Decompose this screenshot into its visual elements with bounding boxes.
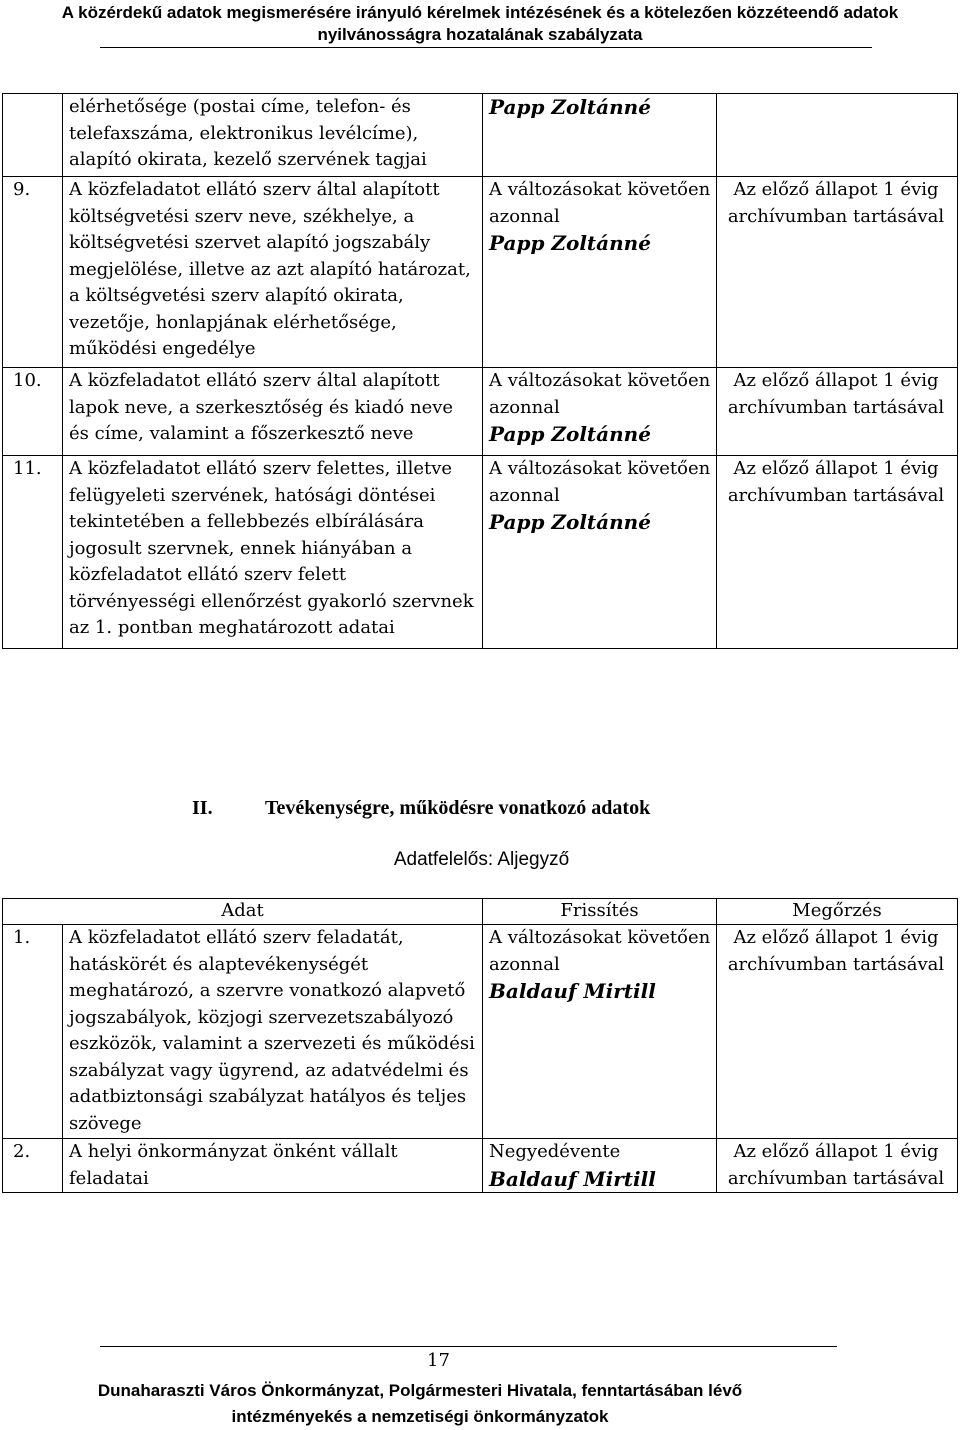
footer-rule — [100, 1346, 837, 1347]
row-retention: Az előző állapot 1 évig archívumban tartásával — [717, 925, 958, 1139]
row-text: A közfeladatot ellátó szerv által alapított költségvetési szerv neve, székhelye, a költségvetési szervet alapító jogszabály megjelölése, illetve az azt alapító határozat, a költségvetési szerv alapító okirata, vezetője, honlapjának elérhetősége, működési engedélye — [63, 177, 483, 368]
header-update: Frissítés — [483, 899, 717, 925]
data-table-2 — [2, 898, 958, 1193]
row-retention: Az előző állapot 1 évig archívumban tartásával — [717, 177, 958, 368]
row-responsible: Baldauf Mirtill — [489, 979, 656, 1003]
row-update: A változásokat követően azonnal — [489, 179, 711, 227]
row-number: 10. — [3, 368, 63, 456]
row-number — [3, 94, 63, 177]
row-retention: Az előző állapot 1 évig archívumban tartásával — [717, 456, 958, 649]
table-row — [3, 368, 958, 456]
row-number: 9. — [3, 177, 63, 368]
header-rule — [100, 47, 872, 48]
row-update-cell — [483, 368, 717, 456]
row-responsible: Papp Zoltánné — [489, 510, 651, 534]
header-retention: Megőrzés — [717, 899, 958, 925]
row-update-cell — [483, 177, 717, 368]
document-footer — [0, 1378, 840, 1430]
header-data: Adat — [3, 899, 483, 925]
row-update: Negyedévente — [489, 1141, 621, 1162]
table-header-row — [3, 899, 958, 925]
row-text: A közfeladatot ellátó szerv által alapított lapok neve, a szerkesztőség és kiadó neve és címe, valamint a főszerkesztő neve — [63, 368, 483, 456]
document-header — [0, 0, 960, 46]
row-number: 2. — [3, 1139, 63, 1193]
row-text: A közfeladatot ellátó szerv felettes, illetve felügyeleti szervének, hatósági döntései tekintetében a fellebbezés elbírálására jogosult szervnek, ennek hiányában a közfeladatot ellátó szerv felett törvényességi ellenőrzést gyakorló szervnek az 1. pontban meghatározott adatai — [63, 456, 483, 649]
row-responsible: Papp Zoltánné — [489, 95, 651, 119]
row-retention — [717, 94, 958, 177]
row-responsible: Papp Zoltánné — [489, 422, 651, 446]
header-line-1: A közérdekű adatok megismerésére irányuló kérelmek intézésének és a kötelezően közzéteendő adatok — [61, 3, 899, 22]
row-update: A változásokat követően azonnal — [489, 458, 711, 506]
footer-line-1: Dunaharaszti Város Önkormányzat, Polgármesteri Hivatala, fenntartásában lévő — [97, 1381, 743, 1400]
table-row — [3, 94, 958, 177]
row-update-cell — [483, 1139, 717, 1193]
data-table-1 — [2, 93, 958, 649]
table-row — [3, 177, 958, 368]
page-number: 17 — [427, 1350, 450, 1371]
row-retention: Az előző állapot 1 évig archívumban tartásával — [717, 1139, 958, 1193]
row-update-cell — [483, 456, 717, 649]
row-update-cell — [483, 94, 717, 177]
row-text: A helyi önkormányzat önként vállalt feladatai — [63, 1139, 483, 1193]
table-row — [3, 925, 958, 1139]
section-number: II. — [192, 797, 213, 819]
row-responsible: Baldauf Mirtill — [489, 1166, 656, 1191]
row-text: A közfeladatot ellátó szerv feladatát, hatáskörét és alaptevékenységét meghatározó, a szervre vonatkozó alapvető jogszabályok, közjogi szervezetszabályozó eszközök, valamint a szervezeti és működési szabályzat vagy ügyrend, az adatvédelmi és adatbiztonsági szabályzat hatályos és teljes szövege — [63, 925, 483, 1139]
row-responsible: Papp Zoltánné — [489, 231, 651, 255]
row-retention: Az előző állapot 1 évig archívumban tartásával — [717, 368, 958, 456]
header-line-2: nyilvánosságra hozatalának szabályzata — [317, 25, 643, 44]
section-title: Tevékenységre, működésre vonatkozó adatok — [265, 797, 651, 819]
row-number: 1. — [3, 925, 63, 1139]
table-row — [3, 1139, 958, 1193]
row-text: elérhetősége (postai címe, telefon- és telefaxszáma, elektronikus levélcíme), alapító okirata, kezelő szervének tagjai — [63, 94, 483, 177]
row-update-cell — [483, 925, 717, 1139]
row-update: A változásokat követően azonnal — [489, 927, 711, 975]
table-row — [3, 456, 958, 649]
footer-line-2: intézményekés a nemzetiségi önkormányzatok — [231, 1407, 609, 1426]
row-update: A változásokat követően azonnal — [489, 370, 711, 418]
data-responsible-text: Adatfelelős: Aljegyző — [393, 849, 570, 870]
data-responsible-label — [0, 849, 960, 871]
row-number: 11. — [3, 456, 63, 649]
